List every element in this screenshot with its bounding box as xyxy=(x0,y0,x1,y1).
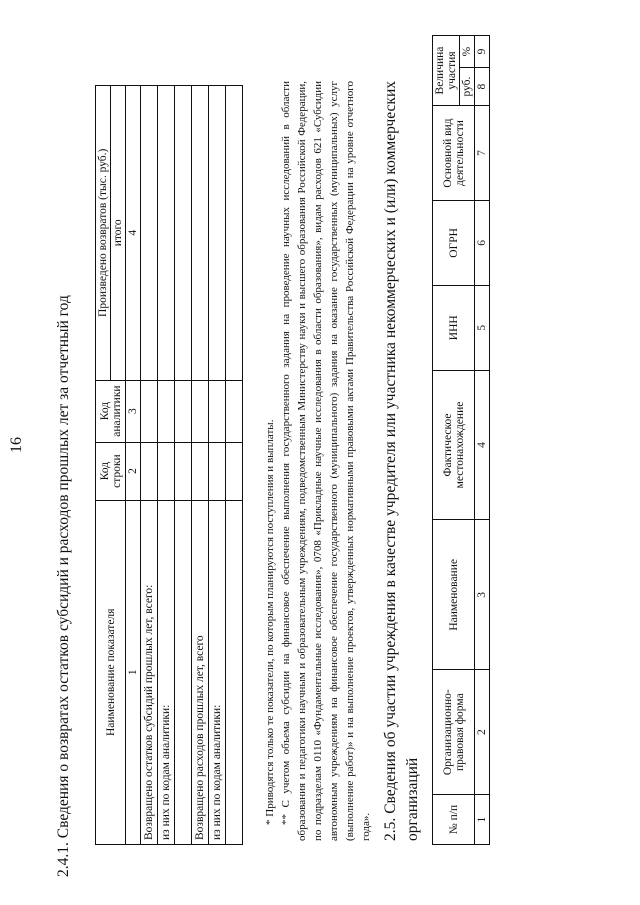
table-row xyxy=(226,86,243,845)
header-location: Фактическое местонахождение xyxy=(433,370,475,520)
header-participation-size: Величина участия xyxy=(433,36,460,106)
column-numbers-row xyxy=(475,36,490,845)
header-inn: ИНН xyxy=(433,285,475,370)
row-label: Возвращено остатков субсидий прошлых лет, всего: xyxy=(141,500,158,844)
header-total: итого xyxy=(111,86,126,381)
header-number: № п/п xyxy=(433,795,475,845)
header-legal-form: Организационно-правовая форма xyxy=(433,670,475,795)
section-title-returns: 2.4.1. Сведения о возвратах остатков субсидий и расходов прошлых лет за отчетный год xyxy=(55,295,72,877)
returns-table xyxy=(95,85,243,845)
col-number: 4 xyxy=(475,370,490,520)
col-number: 3 xyxy=(475,520,490,670)
table-row xyxy=(158,86,175,845)
row-label: из них по кодам аналитики: xyxy=(209,500,226,844)
participation-table xyxy=(432,35,490,845)
col-number: 1 xyxy=(475,795,490,845)
header-main-activity: Основной вид деятельности xyxy=(433,106,475,201)
col-number: 3 xyxy=(126,380,141,442)
table-row xyxy=(141,86,158,845)
section-title-participation: 2.5. Сведения об участии учреждения в качестве учредителя или участника некоммерческих и (или) коммерческих организаций xyxy=(382,81,421,841)
column-numbers-row xyxy=(126,86,141,845)
table-row xyxy=(175,86,192,845)
header-ogrn: ОГРН xyxy=(433,200,475,285)
table-row xyxy=(209,86,226,845)
col-number: 7 xyxy=(475,106,490,201)
col-number: 2 xyxy=(475,670,490,795)
header-returned-group: Произведено возвратов (тыс. руб.) xyxy=(96,86,111,381)
col-number: 1 xyxy=(126,500,141,844)
header-indicator-name: Наименование показателя xyxy=(96,500,126,844)
header-row-code: Код строки xyxy=(96,442,126,500)
header-analytics-code: Код аналитики xyxy=(96,380,126,442)
col-number: 8 xyxy=(475,68,490,106)
footnotes xyxy=(262,81,374,841)
col-number: 6 xyxy=(475,200,490,285)
page-number: 16 xyxy=(8,437,25,453)
col-number: 4 xyxy=(126,86,141,381)
col-number: 9 xyxy=(475,36,490,68)
row-label xyxy=(175,500,192,844)
header-org-name: Наименование xyxy=(433,520,475,670)
footnote-1: * Приводятся только те показатели, по которым планируются поступления и выплаты. xyxy=(264,419,276,825)
col-number: 2 xyxy=(126,442,141,500)
col-number: 5 xyxy=(475,285,490,370)
row-label xyxy=(226,500,243,844)
table-row xyxy=(192,86,209,845)
header-percent: % xyxy=(460,36,475,68)
footnote-2: ** С учетом объема субсидии на финансовое обеспечение выполнения государственного задания на проведение научных исследований в области образования и педагогики научным и образовательным учреждениям, подведомственным Министерству науки и высшего образования Российской Федерации, по подразделам 0110 «Фундаментальные исследования», 0708 «Прикладные научные исследования в области образования», видам расходов 621 «Субсидии автономным учреждениям на финансовое обеспечение государственного (муниципального) задания на оказание государственных (муниципальных) услуг (выполнение работ)» и на выполнение проектов, утвержденных нормативными правовыми актами Правительства Российской Федерации на уровне отчетного года». xyxy=(280,81,372,841)
row-label: Возвращено расходов прошлых лет, всего xyxy=(192,500,209,844)
row-label: из них по кодам аналитики: xyxy=(158,500,175,844)
header-rub: руб. xyxy=(460,68,475,106)
